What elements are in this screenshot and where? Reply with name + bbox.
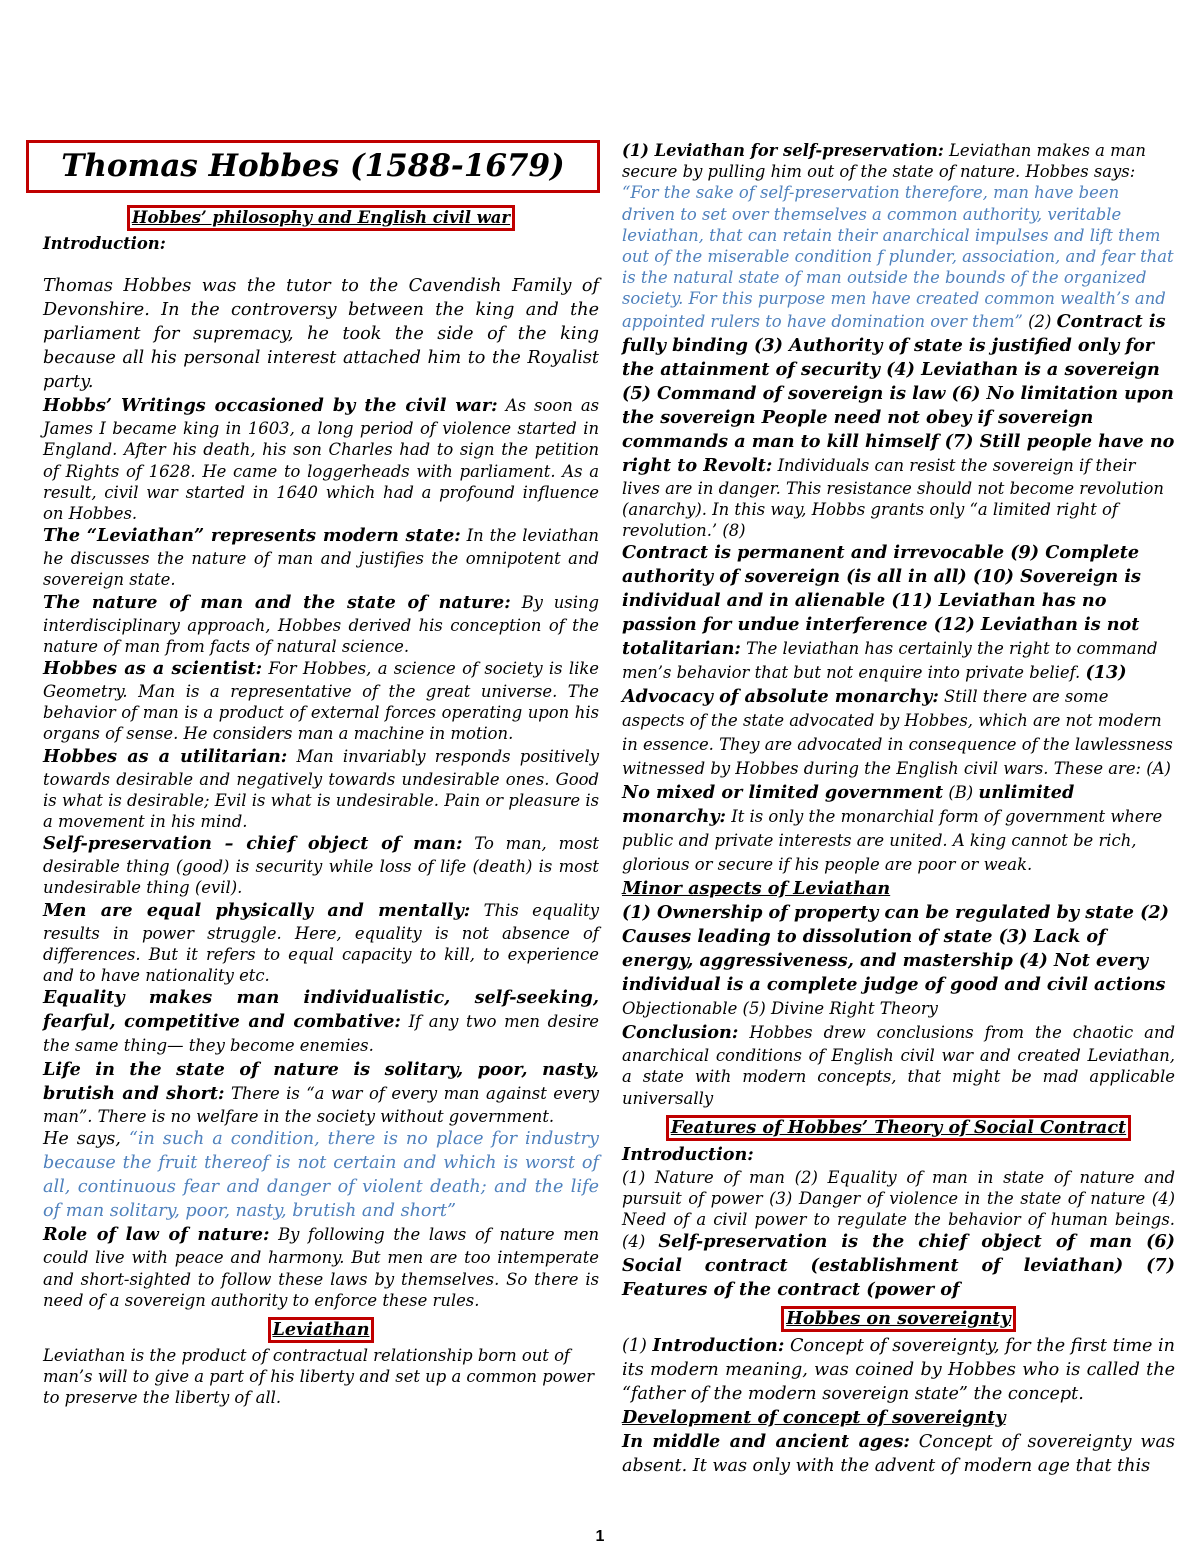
paragraph-leviathan-modern-state: The “Leviathan” represents modern state: In the leviathan he discusses the nature of man and justifies the omnipotent and sovereign state.	[43, 525, 599, 590]
paragraph-self-preservation: Self-preservation – chief object of man: To man, most desirable thing (good) is security while loss of life (death) is most undesirable thing (evil).	[43, 833, 599, 898]
paragraph-leviathan-self-preservation: (1) Leviathan for self-preservation: Leviathan makes a man secure by pulling him out of the state of nature. Hobbes says: “For the sake of self-preservation therefore, man have been driven to set over themselves a common authority, veritable leviathan, that can retain their anarchical impulses and lift them out of the miserable condition f plunder, association, and fear that is the natural state of man outside the bounds of the organized society. For this purpose men have created common wealth’s and appointed rulers to have domination over them” (2) Contract is fully binding (3) Authority of state is justified only for the attainment of security (4) Leviathan is a sovereign (5) Command of sovereign is law (6) No limitation upon the sovereign People need not obey if sovereign commands a man to kill himself (7) Still people have no right to Revolt: Individuals can resist the sovereign if their lives are in danger. This resistance should not become revolution (anarchy). In this way, Hobbs grants only “a limited right of revolution.’ (8)	[622, 141, 1175, 541]
page-title: Thomas Hobbes (1588-1679)	[61, 148, 565, 184]
heading-sovereignty: Hobbes on sovereignty	[622, 1306, 1175, 1332]
paragraph-features: (1) Nature of man (2) Equality of man in state of nature and pursuit of power (3) Danger of violence in the state of nature (4) Need of a civil power to regulate the behavior of human beings.(4) Self-preservation is the chief object of man (6) Social contract (establishment of leviathan) (7) Features of the contract (power of	[622, 1167, 1175, 1301]
paragraph-leviathan-definition: Leviathan is the product of contractual relationship born out of man’s will to give a part of his liberty and set up a common power to preserve the liberty of all.	[43, 1346, 595, 1408]
heading-minor-aspects: Minor aspects of Leviathan	[622, 878, 891, 900]
heading-social-contract-features: Features of Hobbes’ Theory of Social Contract	[622, 1115, 1175, 1141]
paragraph-middle-ages: In middle and ancient ages: Concept of sovereignty was absent. It was only with the advent of modern age that this	[622, 1431, 1176, 1477]
features-intro-label: Introduction:	[622, 1143, 754, 1165]
left-column	[43, 140, 599, 1409]
page-number: 1	[595, 1528, 605, 1545]
paragraph-life-state-of-nature: Life in the state of nature is solitary, poor, nasty, brutish and short: There is “a war of every man against every man”. There is no welfare in the society without government.	[43, 1059, 600, 1127]
paragraph-utilitarian: Hobbes as a utilitarian: Man invariably responds positively towards desirable and negatively towards undesirable ones. Good is what is desirable; Evil is what is undesirable. Pain or pleasure is a movement in his mind.	[43, 745, 600, 832]
heading-philosophy-civil-war: Hobbes’ philosophy and English civil war	[43, 205, 599, 231]
paragraph-scientist: Hobbes as a scientist: For Hobbes, a science of society is like Geometry. Man is a representative of the great universe. The behavior of man is a product of external forces operating upon his organs of sense. He considers man a machine in motion.	[43, 658, 599, 744]
paragraph-sovereignty-intro: (1) Introduction: Concept of sovereignty, for the first time in its modern meaning, was coined by Hobbes who is called the “father of the modern sovereign state” the concept.	[622, 1335, 1175, 1405]
paragraph-nature-of-man: The nature of man and the state of nature: By using interdisciplinary approach, Hobbes derived his conception of the nature of man from facts of natural science.	[43, 591, 599, 656]
title-box	[26, 140, 600, 193]
paragraph-writings: Hobbs’ Writings occasioned by the civil war: As soon as James I became king in 1603, a long period of violence started in England. After his death, his son Charles had to sign the petition of Rights of 1628. He came to loggerheads with parliament. As a result, civil war started in 1640 which had a profound influence on Hobbes.	[43, 395, 600, 524]
paragraph-men-equal: Men are equal physically and mentally: This equality results in power struggle. Here, equality is not absence of differences. But it refers to equal capacity to kill, to experience and to have nationality etc.	[43, 899, 599, 986]
paragraph-equality-individualistic: Equality makes man individualistic, self-seeking, fearful, competitive and combative: If any two men desire the same thing— they become enemies.	[43, 987, 599, 1056]
paragraph-conclusion: Conclusion: Hobbes drew conclusions from the chaotic and anarchical conditions of English civil war and created Leviathan, a state with modern concepts, that might be mad applicable universally	[622, 1022, 1175, 1108]
paragraph-contract-permanent: Contract is permanent and irrevocable (9) Complete authority of sovereign (is all in all) (10) Sovereign is individual and in alienable (11) Leviathan has no passion for undue interference (12) Leviathan is not totalitarian: The leviathan has certainly the right to command men’s behavior that but not enquire into private belief. (13) Advocacy of absolute monarchy: Still there are some aspects of the state advocated by Hobbes, which are not modern in essence. They are advocated in consequence of the lawlessness witnessed by Hobbes during the English civil wars. These are: (A) No mixed or limited government (B) unlimited monarchy: It is only the monarchial form of government where public and private interests are united. A king cannot be rich, glorious or secure if his people are poor or weak.	[622, 542, 1173, 875]
intro-label: Introduction:	[43, 234, 166, 253]
paragraph-minor-aspects: (1) Ownership of property can be regulated by state (2) Causes leading to dissolution of state (3) Lack of energy, aggressiveness, and mastership (4) Not every individual is a complete judge of good and civil actions Objectionable (5) Divine Right Theory	[622, 902, 1169, 1019]
right-column	[622, 140, 1175, 1478]
paragraph-law-of-nature: Role of law of nature: By following the laws of nature men could live with peace and harmony. But men are too intemperate and short-sighted to follow these laws by themselves. So there is need of a sovereign authority to enforce these rules.	[43, 1224, 599, 1310]
paragraph-he-says: He says, “in such a condition, there is no place for industry because the fruit thereof is not certain and which is worst of all, continuous fear and danger of violent death; and the life of man solitary, poor, nasty, brutish and short”	[43, 1129, 599, 1222]
heading-leviathan: Leviathan	[43, 1317, 599, 1343]
intro-paragraph: Thomas Hobbes was the tutor to the Cavendish Family of Devonshire. In the controversy between the king and the parliament for supremacy, he took the side of the king because all his personal interest attached him to the Royalist party.	[43, 276, 599, 393]
heading-development-sovereignty: Development of concept of sovereignty	[622, 1407, 1006, 1429]
